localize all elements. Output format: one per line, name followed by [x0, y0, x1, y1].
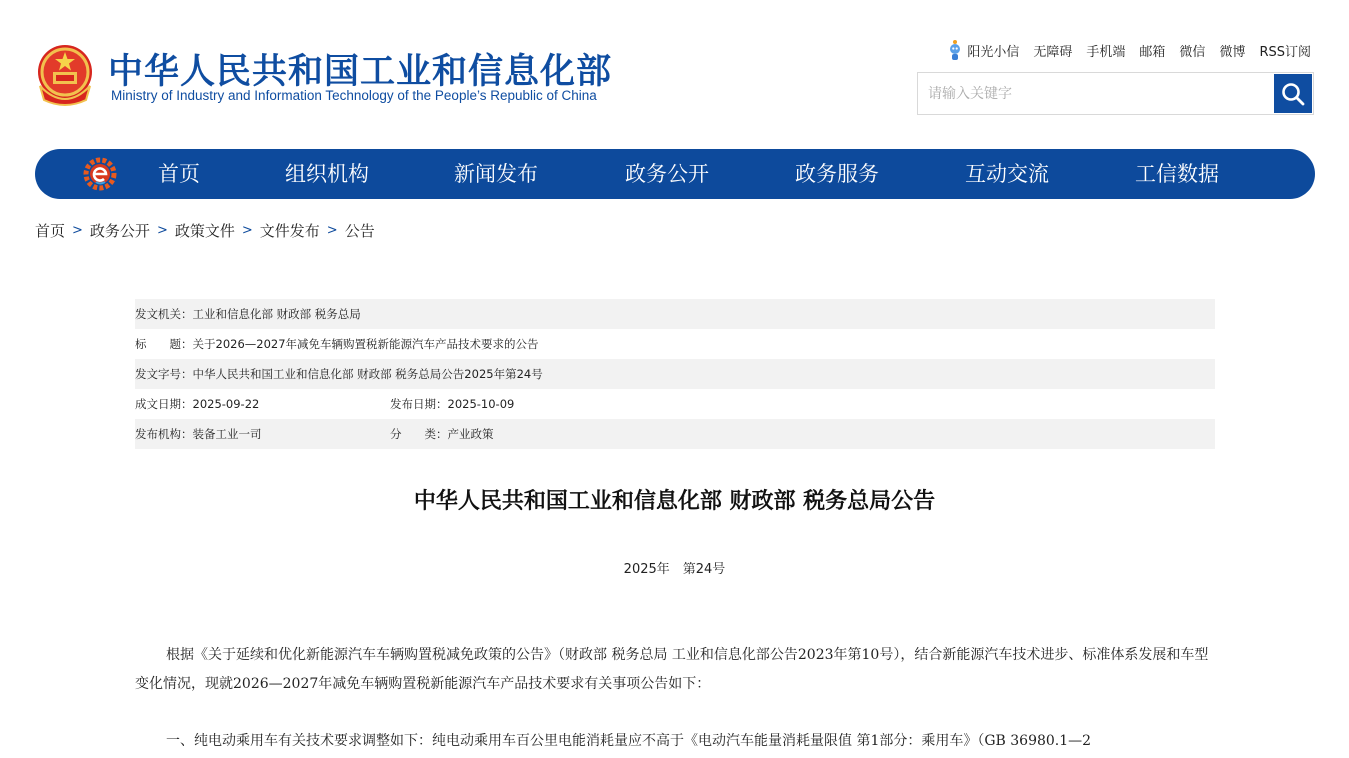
nav-item-home[interactable]: 首页 — [158, 162, 200, 186]
search-button[interactable] — [1274, 74, 1312, 113]
national-emblem-icon[interactable] — [34, 42, 96, 108]
nav-item-news[interactable]: 新闻发布 — [454, 162, 538, 186]
main-nav — [35, 149, 1315, 199]
site-logo-subtitle[interactable]: Ministry of Industry and Information Technology of the People’s Republic of China — [111, 88, 597, 103]
mobile-link[interactable]: 手机端 — [1086, 44, 1126, 60]
site-logo-title[interactable]: 中华人民共和国工业和信息化部 — [108, 52, 613, 92]
article-paragraph-2: 一、纯电动乘用车有关技术要求调整如下：纯电动乘用车百公里电能消耗量应不高于《电动汽车能量消耗量限值 第1部分：乘用车》（GB 36980.1—2 — [166, 733, 1092, 749]
accessibility-link[interactable]: 无障碍 — [1033, 44, 1073, 60]
article-title: 中华人民共和国工业和信息化部 财政部 税务总局公告 — [413, 489, 936, 514]
info-row-issuer — [135, 299, 1215, 329]
article-doc-number: 2025年 第24号 — [623, 562, 726, 577]
wechat-link[interactable]: 微信 — [1179, 44, 1206, 60]
sunshine-link[interactable] — [947, 38, 1019, 62]
nav-item-data[interactable]: 工信数据 — [1135, 162, 1219, 186]
breadcrumb-policy-files[interactable]: 政策文件 — [174, 222, 235, 240]
breadcrumb-home[interactable]: 首页 — [35, 222, 66, 240]
search-icon — [1281, 82, 1305, 106]
info-issuer: 发文机关：工业和信息化部 财政部 税务总局 — [135, 307, 361, 321]
breadcrumb — [35, 220, 375, 241]
breadcrumb-gov-affairs[interactable]: 政务公开 — [89, 222, 150, 240]
breadcrumb-file-release[interactable]: 文件发布 — [259, 222, 320, 240]
sunshine-label: 阳光小信 — [967, 44, 1020, 60]
info-category: 分 类：产业政策 — [390, 427, 494, 441]
info-row-dates — [135, 389, 1215, 419]
info-doc-no: 发文字号：中华人民共和国工业和信息化部 财政部 税务总局公告2025年第24号 — [135, 367, 543, 381]
nav-item-gov-affairs[interactable]: 政务公开 — [625, 162, 709, 186]
article-paragraph-1: 根据《关于延续和优化新能源汽车车辆购置税减免政策的公告》（财政部 税务总局 工业和信息化部公告2023年第10号），结合新能源汽车技术进步、标准体系发展和车型变化情况，现就2026—2027年减免车辆购置税新能源汽车产品技术要求有关事项公告如下： — [135, 647, 1209, 692]
info-publish-date: 发布日期：2025-10-09 — [390, 397, 515, 411]
nav-item-organization[interactable]: 组织机构 — [285, 162, 369, 186]
weibo-link[interactable]: 微博 — [1219, 44, 1246, 60]
document-info-table — [135, 299, 1215, 449]
info-row-doc-no — [135, 359, 1215, 389]
rss-link[interactable]: RSS订阅 — [1259, 44, 1311, 60]
info-row-title — [135, 329, 1215, 359]
info-title: 标 题：关于2026—2027年减免车辆购置税新能源汽车产品技术要求的公告 — [135, 337, 539, 351]
breadcrumb-separator: > — [241, 223, 253, 238]
breadcrumb-separator: > — [72, 223, 83, 238]
nav-item-gov-services[interactable]: 政务服务 — [795, 162, 879, 186]
search-box — [917, 72, 1314, 115]
info-row-publisher — [135, 419, 1215, 449]
top-links — [947, 38, 1311, 62]
breadcrumb-separator: > — [156, 223, 168, 238]
breadcrumb-announcement[interactable]: 公告 — [344, 222, 375, 240]
info-written-date: 成文日期：2025-09-22 — [135, 397, 260, 411]
search-input[interactable] — [918, 73, 1274, 114]
nav-item-interaction[interactable]: 互动交流 — [965, 162, 1049, 186]
gear-e-logo-icon[interactable] — [83, 157, 117, 191]
robot-icon — [947, 38, 963, 62]
info-publisher: 发布机构：装备工业一司 — [135, 427, 262, 441]
site-header — [0, 0, 1349, 140]
mail-link[interactable]: 邮箱 — [1139, 44, 1166, 60]
breadcrumb-separator: > — [326, 223, 338, 238]
